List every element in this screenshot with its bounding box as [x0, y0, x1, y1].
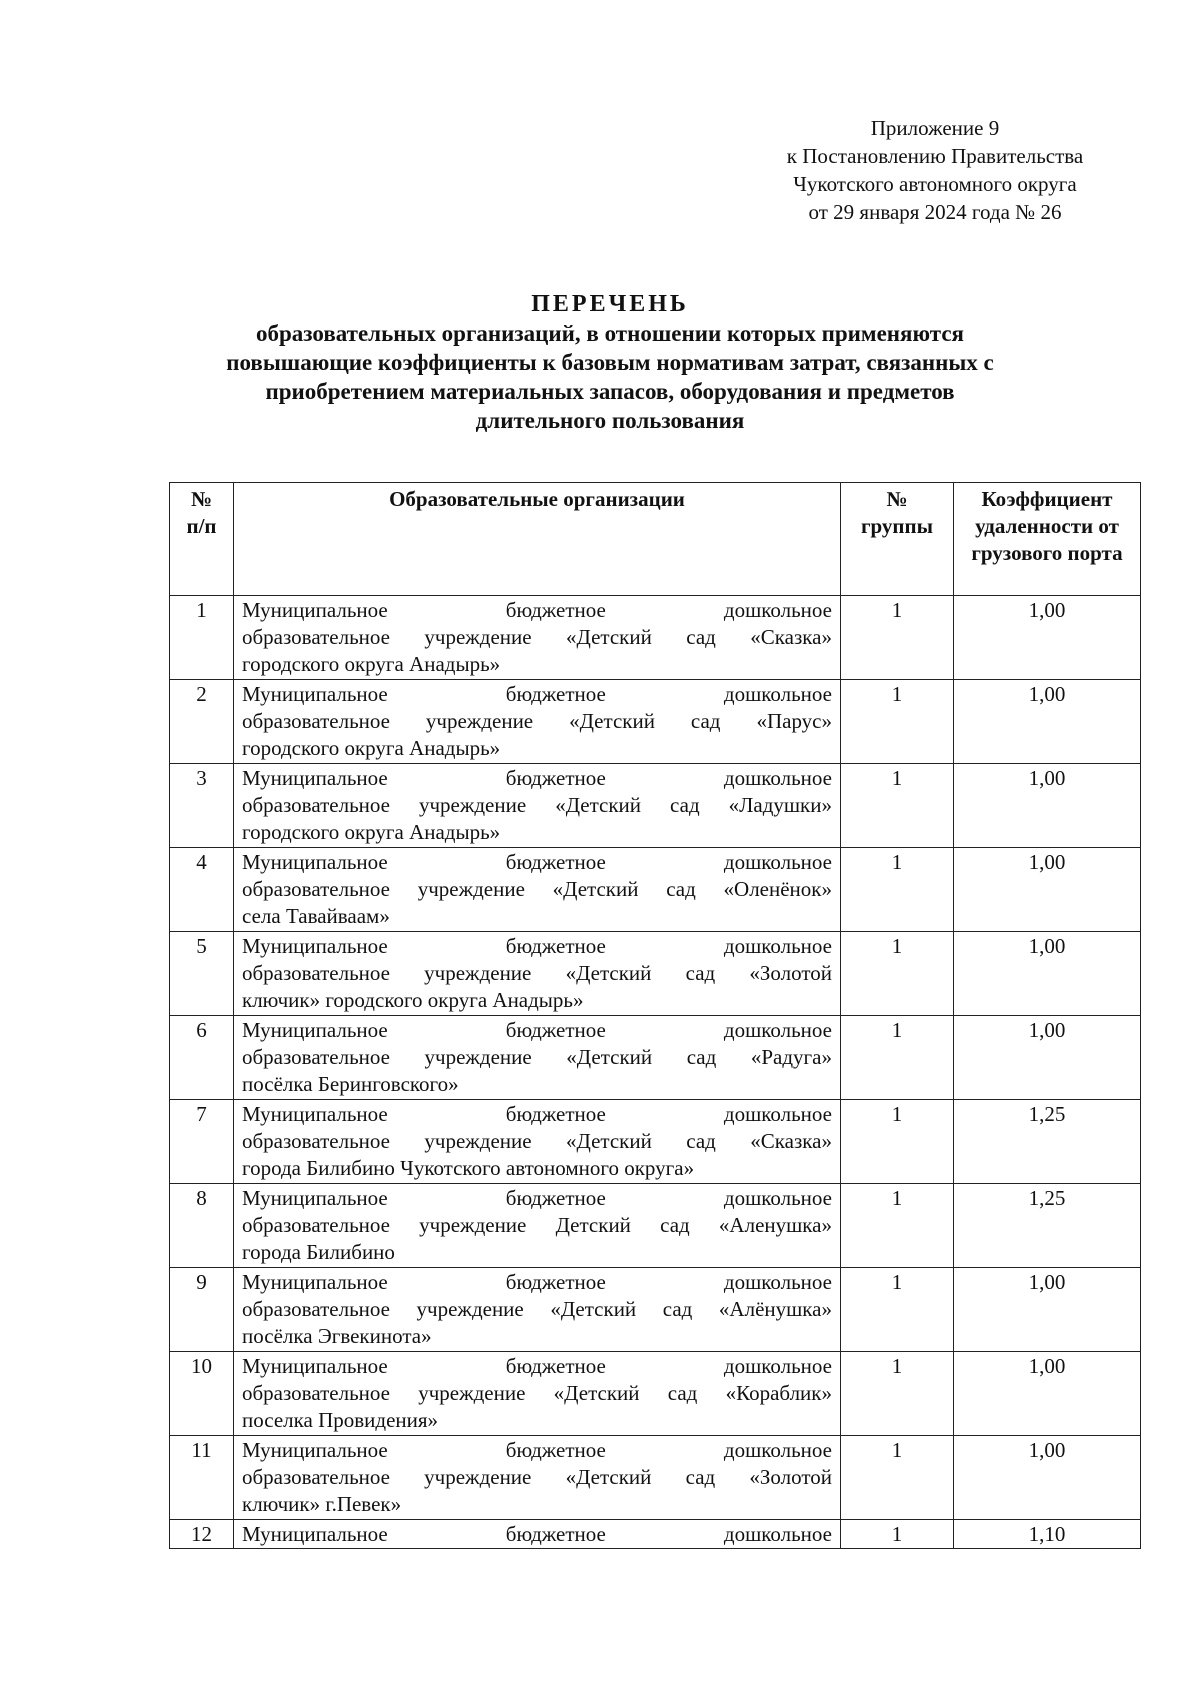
table-row: [170, 680, 1141, 764]
header-num: № п/п: [170, 483, 234, 596]
document-title: [150, 290, 1070, 435]
organization-name: Муниципальное бюджетное дошкольное образовательное учреждение «Детский сад «Золотой ключик» г.Певек»: [234, 1436, 841, 1520]
table-row: [170, 1520, 1141, 1549]
table-row: [170, 1100, 1141, 1184]
organization-name: Муниципальное бюджетное дошкольное образовательное учреждение «Детский сад «Оленёнок» села Тавайваам»: [234, 848, 841, 932]
distance-coefficient: 1,10: [954, 1520, 1141, 1549]
group-number: 1: [841, 1100, 954, 1184]
distance-coefficient: 1,00: [954, 1436, 1141, 1520]
distance-coefficient: 1,00: [954, 1016, 1141, 1100]
row-number: 7: [170, 1100, 234, 1184]
distance-coefficient: 1,00: [954, 932, 1141, 1016]
organization-name: Муниципальное бюджетное дошкольное образовательное учреждение «Детский сад «Кораблик» поселка Провидения»: [234, 1352, 841, 1436]
distance-coefficient: 1,00: [954, 1268, 1141, 1352]
table-row: [170, 764, 1141, 848]
organization-name: Муниципальное бюджетное дошкольное: [234, 1520, 841, 1549]
header-coef: Коэффициент удаленности от грузового порта: [954, 483, 1141, 596]
table-row: [170, 932, 1141, 1016]
group-number: 1: [841, 1520, 954, 1549]
header-group: № группы: [841, 483, 954, 596]
distance-coefficient: 1,00: [954, 596, 1141, 680]
group-number: 1: [841, 764, 954, 848]
distance-coefficient: 1,25: [954, 1100, 1141, 1184]
appendix-line: Приложение 9: [870, 116, 1000, 140]
group-number: 1: [841, 1184, 954, 1268]
title-line: длительного пользования: [475, 408, 745, 433]
row-number: 2: [170, 680, 234, 764]
organization-name: Муниципальное бюджетное дошкольное образовательное учреждение «Детский сад «Сказка» городского округа Анадырь»: [234, 596, 841, 680]
table-row: [170, 596, 1141, 680]
group-number: 1: [841, 596, 954, 680]
row-number: 6: [170, 1016, 234, 1100]
distance-coefficient: 1,00: [954, 1352, 1141, 1436]
title-line: образовательных организаций, в отношении которых применяются: [256, 321, 964, 346]
row-number: 10: [170, 1352, 234, 1436]
distance-coefficient: 1,00: [954, 848, 1141, 932]
group-number: 1: [841, 1352, 954, 1436]
organization-name: Муниципальное бюджетное дошкольное образовательное учреждение «Детский сад «Ладушки» городского округа Анадырь»: [234, 764, 841, 848]
row-number: 5: [170, 932, 234, 1016]
title-line: повышающие коэффициенты к базовым нормативам затрат, связанных с: [226, 350, 994, 375]
organization-name: Муниципальное бюджетное дошкольное образовательное учреждение «Детский сад «Алёнушка» посёлка Эгвекинота»: [234, 1268, 841, 1352]
organization-name: Муниципальное бюджетное дошкольное образовательное учреждение Детский сад «Аленушка» города Билибино: [234, 1184, 841, 1268]
appendix-line: Чукотского автономного округа: [793, 172, 1077, 196]
table-row: [170, 1016, 1141, 1100]
appendix-line: от 29 января 2024 года № 26: [808, 200, 1062, 224]
organization-name: Муниципальное бюджетное дошкольное образовательное учреждение «Детский сад «Золотой ключик» городского округа Анадырь»: [234, 932, 841, 1016]
row-number: 8: [170, 1184, 234, 1268]
group-number: 1: [841, 932, 954, 1016]
distance-coefficient: 1,25: [954, 1184, 1141, 1268]
distance-coefficient: 1,00: [954, 680, 1141, 764]
table-header-row: [170, 483, 1141, 596]
organization-name: Муниципальное бюджетное дошкольное образовательное учреждение «Детский сад «Сказка» города Билибино Чукотского автономного округа»: [234, 1100, 841, 1184]
table-row: [170, 1268, 1141, 1352]
appendix-line: к Постановлению Правительства: [786, 144, 1084, 168]
organizations-table: [169, 482, 1141, 1549]
row-number: 11: [170, 1436, 234, 1520]
row-number: 3: [170, 764, 234, 848]
group-number: 1: [841, 1436, 954, 1520]
table-row: [170, 1184, 1141, 1268]
distance-coefficient: 1,00: [954, 764, 1141, 848]
row-number: 1: [170, 596, 234, 680]
organization-name: Муниципальное бюджетное дошкольное образовательное учреждение «Детский сад «Радуга» посёлка Беринговского»: [234, 1016, 841, 1100]
title-heading: ПЕРЕЧЕНЬ: [531, 291, 689, 317]
header-org: Образовательные организации: [234, 483, 841, 596]
group-number: 1: [841, 1016, 954, 1100]
group-number: 1: [841, 1268, 954, 1352]
group-number: 1: [841, 680, 954, 764]
table-row: [170, 1352, 1141, 1436]
row-number: 9: [170, 1268, 234, 1352]
row-number: 12: [170, 1520, 234, 1549]
table-row: [170, 1436, 1141, 1520]
appendix-header: [755, 114, 1115, 226]
table-row: [170, 848, 1141, 932]
group-number: 1: [841, 848, 954, 932]
row-number: 4: [170, 848, 234, 932]
title-line: приобретением материальных запасов, оборудования и предметов: [265, 379, 955, 404]
organization-name: Муниципальное бюджетное дошкольное образовательное учреждение «Детский сад «Парус» городского округа Анадырь»: [234, 680, 841, 764]
